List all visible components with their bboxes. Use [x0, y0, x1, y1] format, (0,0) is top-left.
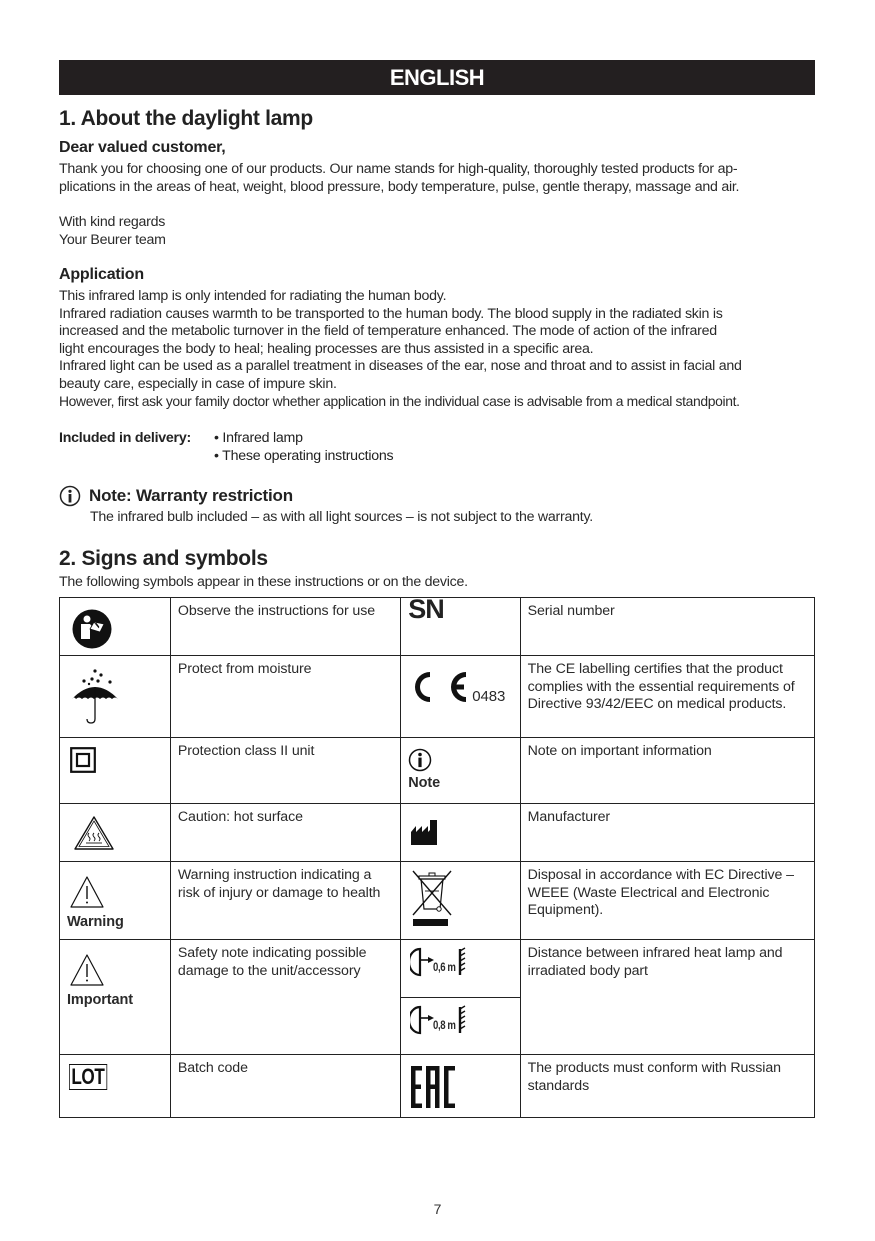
symbol-description: The products must conform with Russian standards: [520, 1055, 814, 1118]
symbol-cell: [401, 738, 520, 804]
regards: [59, 214, 166, 249]
application-line: This infrared lamp is only intended for radiating the human body.: [59, 288, 447, 304]
distance-label: 0,8 m: [433, 1018, 456, 1033]
section-2-title: 2. Signs and symbols: [59, 547, 268, 570]
symbol-description: The CE labelling certifies that the product complies with the essential requirements of Directive 93/42/EEC on medical products.: [520, 656, 814, 738]
table-row: [60, 1055, 815, 1118]
greeting: Dear valued customer,: [59, 139, 226, 156]
warranty-note-header: [59, 485, 593, 507]
delivery-contents: [59, 429, 393, 465]
application-heading-wrap: [59, 266, 144, 284]
delivery-label: Included in delivery:: [59, 430, 191, 446]
symbol-cell: [401, 1055, 520, 1118]
symbol-description: Safety note indicating possible damage to the unit/accessory: [170, 940, 400, 1055]
note-label: Note: [408, 775, 441, 791]
symbol-cell: [60, 804, 171, 862]
crossed-bin-weee-icon: [411, 869, 512, 927]
application-line: Infrared light can be used as a parallel treatment in diseases of the ear, nose and throat and to assist in facial and: [59, 358, 742, 374]
greeting-wrap: [59, 139, 226, 157]
table-row: [60, 862, 815, 940]
manufacturer-factory-icon: [410, 818, 512, 846]
symbol-description: Distance between infrared heat lamp and irradiated body part: [520, 940, 814, 1055]
regards-line: Your Beurer team: [59, 231, 166, 248]
symbol-cell: [60, 598, 171, 656]
intro-paragraph: [59, 161, 739, 196]
symbol-description: Warning instruction indicating a risk of injury or damage to health: [170, 862, 400, 940]
symbol-description: Protect from moisture: [170, 656, 400, 738]
symbol-description: Batch code: [170, 1055, 400, 1118]
symbol-description: Disposal in accordance with EC Directive – WEEE (Waste Electrical and Electronic Equipment).: [520, 862, 814, 940]
warning-triangle-icon: [69, 953, 163, 987]
ce-mark-icon: [408, 670, 512, 704]
distance-label: 0,6 m: [433, 960, 456, 975]
section-1-title-wrap: [59, 107, 313, 131]
symbol-description: Protection class II unit: [170, 738, 400, 804]
symbol-cell: [60, 940, 171, 1055]
serial-number-icon: SN: [408, 594, 444, 624]
table-row: [60, 598, 815, 656]
double-square-icon: [70, 747, 163, 773]
application-paragraph: [59, 288, 742, 411]
symbol-cell: [401, 862, 520, 940]
symbol-description: Manufacturer: [520, 804, 814, 862]
table-row: [60, 738, 815, 804]
warning-label: Warning: [67, 914, 124, 930]
lot-batch-icon: LOT: [69, 1064, 107, 1090]
symbol-description: Caution: hot surface: [170, 804, 400, 862]
important-label: Important: [67, 992, 133, 1008]
eac-mark-icon: [410, 1065, 512, 1109]
symbol-cell: [401, 998, 520, 1055]
warranty-note-text: The infrared bulb included – as with all light sources – is not subject to the warranty.: [90, 509, 593, 525]
intro-line: Thank you for choosing one of our products. Our name stands for high-quality, thoroughly tested products for ap-: [59, 161, 738, 177]
symbol-cell: [401, 656, 520, 738]
symbol-cell: [401, 940, 520, 998]
notified-body-number: 0483: [472, 687, 506, 705]
read-instructions-icon: [72, 609, 163, 649]
symbol-description: Observe the instructions for use: [170, 598, 400, 656]
info-circle-icon: [59, 485, 81, 507]
symbol-cell: [60, 656, 171, 738]
lamp-distance-icon: [410, 1005, 512, 1035]
section-1-title: 1. About the daylight lamp: [59, 107, 313, 130]
hot-surface-warning-icon: [73, 815, 163, 851]
application-line: light encourages the body to heal; healing processes are thus assisted in a specific area.: [59, 340, 594, 357]
table-row: [60, 804, 815, 862]
delivery-list: [214, 429, 393, 465]
intro-line: plications in the areas of heat, weight, blood pressure, body temperature, pulse, gentle therapy, massage and air.: [59, 178, 740, 195]
application-line: Infrared radiation causes warmth to be transported to the human body. The blood supply in the radiated skin is: [59, 305, 723, 322]
symbol-cell: [401, 594, 520, 656]
section-2-title-wrap: [59, 547, 268, 571]
warranty-note-heading: Note: Warranty restriction: [89, 486, 293, 505]
symbol-cell: [60, 862, 171, 940]
warning-triangle-icon: [69, 875, 163, 909]
symbol-cell: [401, 804, 520, 862]
application-line: increased and the metabolic turnover in the field of temperature enhanced. The mode of action of the infrared: [59, 323, 717, 339]
warranty-note: [59, 485, 593, 527]
regards-line: With kind regards: [59, 214, 166, 230]
section-2-intro: The following symbols appear in these instructions or on the device.: [59, 574, 468, 590]
delivery-item: • These operating instructions: [214, 448, 394, 464]
application-line: beauty care, especially in case of impure skin.: [59, 375, 337, 392]
application-line: However, first ask your family doctor whether application in the individual case is advisable from a medical standpoint.: [59, 393, 740, 409]
info-circle-icon: [408, 748, 512, 772]
table-row: [60, 940, 815, 998]
delivery-item: • Infrared lamp: [214, 430, 303, 446]
symbol-description: Note on important information: [520, 738, 814, 804]
symbols-table: [59, 594, 815, 1118]
language-banner: ENGLISH: [59, 60, 815, 95]
page-number: 7: [433, 1201, 442, 1217]
symbol-description: Serial number: [520, 598, 814, 656]
application-heading: Application: [59, 266, 144, 283]
lamp-distance-icon: [410, 947, 512, 977]
table-row: [60, 656, 815, 738]
umbrella-rain-icon: [70, 667, 163, 725]
symbol-cell: [60, 1055, 171, 1118]
symbol-cell: [60, 738, 171, 804]
